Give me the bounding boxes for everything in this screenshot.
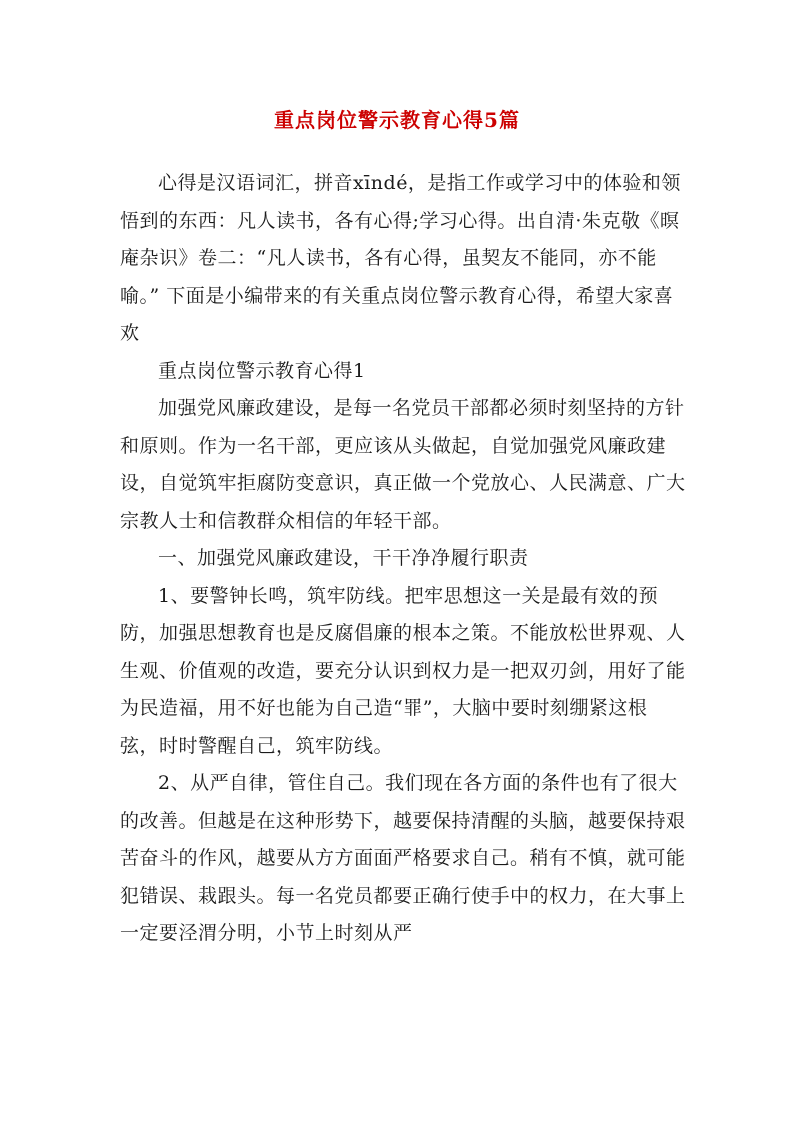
document-title: 重点岗位警示教育心得5篇 <box>274 108 520 132</box>
document-body <box>120 165 686 953</box>
body-paragraph: 1、要警钟长鸣，筑牢防线。把牢思想这一关是最有效的预防，加强思想教育也是反腐倡廉的根本之策。不能放松世界观、人生观、价值观的改造，要充分认识到权力是一把双刃剑，用好了能为民造福，用不好也能为自己造“罪”，大脑中要时刻绷紧这根弦，时时警醒自己，筑牢防线。 <box>120 584 686 757</box>
section-heading: 重点岗位警示教育心得1 <box>158 359 366 382</box>
body-paragraph: 2、从严自律，管住自己。我们现在各方面的条件也有了很大的改善。但越是在这种形势下，越要保持清醒的头脑，越要保持艰苦奋斗的作风，越要从方方面面严格要求自己。稍有不慎，就可能犯错误、栽跟头。每一名党员都要正确行使手中的权力，在大事上一定要泾渭分明，小节上时刻从严 <box>120 772 686 944</box>
body-paragraph: 加强党风廉政建设，是每一名党员干部都必须时刻坚持的方针和原则。作为一名干部，更应该从头做起，自觉加强党风廉政建设，自觉筑牢拒腐防变意识，真正做一个党放心、人民满意、广大宗教人士和信教群众相信的年轻干部。 <box>120 397 686 532</box>
subsection-heading: 一、加强党风廉政建设，干干净净履行职责 <box>158 547 529 569</box>
intro-paragraph: 心得是汉语词汇，拼音xīndé，是指工作或学习中的体验和领悟到的东西：凡人读书，各有心得;学习心得。出自清·朱克敬《暝庵杂识》卷二：“凡人读书，各有心得，虽契友不能同，亦不能喻。” 下面是小编带来的有关重点岗位警示教育心得，希望大家喜欢 <box>120 172 681 344</box>
